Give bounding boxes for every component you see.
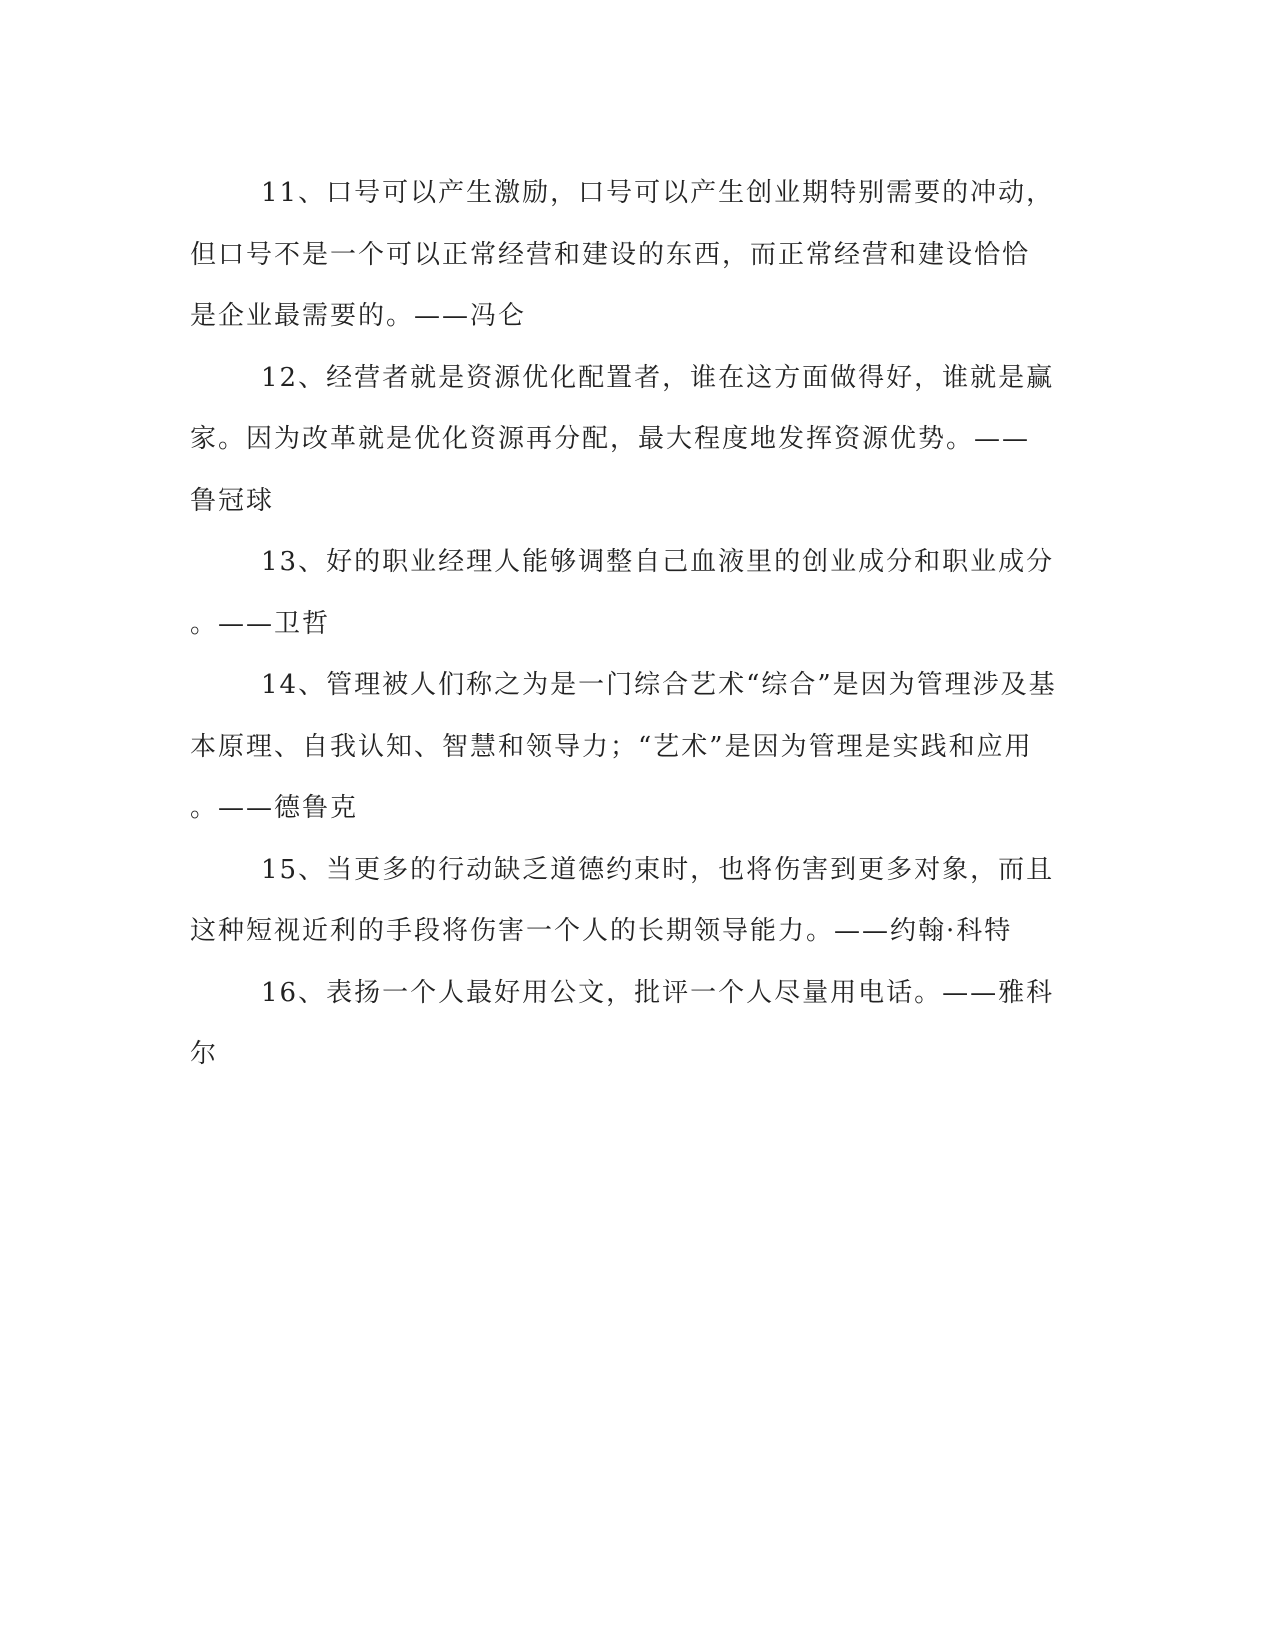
quote-line: 家。因为改革就是优化资源再分配，最大程度地发挥资源优势。—— xyxy=(190,424,1031,454)
quote-line: 14、管理被人们称之为是一门综合艺术“综合”是因为管理涉及基 xyxy=(261,670,1057,700)
quote-16 xyxy=(190,963,1080,1086)
quote-line: 鲁冠球 xyxy=(190,485,275,516)
quote-line: 。——卫哲 xyxy=(190,608,331,639)
quote-13 xyxy=(190,532,1080,655)
quote-line: 。——德鲁克 xyxy=(190,793,359,823)
quote-14 xyxy=(190,655,1080,840)
quote-line: 这种短视近利的手段将伤害一个人的长期领导能力。——约翰·科特 xyxy=(190,916,1013,946)
quote-line: 16、表扬一个人最好用公文，批评一个人尽量用电话。——雅科 xyxy=(261,977,1055,1008)
quote-line: 13、好的职业经理人能够调整自己血液里的创业成分和职业成分 xyxy=(261,547,1055,577)
quote-12 xyxy=(190,348,1080,533)
quote-line: 12、经营者就是资源优化配置者，谁在这方面做得好，谁就是赢 xyxy=(261,362,1055,393)
quote-line: 11、口号可以产生激励，口号可以产生创业期特别需要的冲动， xyxy=(261,178,1055,208)
quote-line: 本原理、自我认知、智慧和领导力；“艺术”是因为管理是实践和应用 xyxy=(190,731,1033,762)
quote-15 xyxy=(190,840,1080,963)
quote-line: 15、当更多的行动缺乏道德约束时，也将伤害到更多对象，而且 xyxy=(261,854,1055,885)
quote-line: 尔 xyxy=(190,1039,219,1069)
quote-11 xyxy=(190,163,1080,348)
quote-line: 但口号不是一个可以正常经营和建设的东西，而正常经营和建设恰恰 xyxy=(190,239,1031,270)
quote-list xyxy=(190,163,1080,1086)
quote-line: 是企业最需要的。——冯仑 xyxy=(190,301,527,331)
